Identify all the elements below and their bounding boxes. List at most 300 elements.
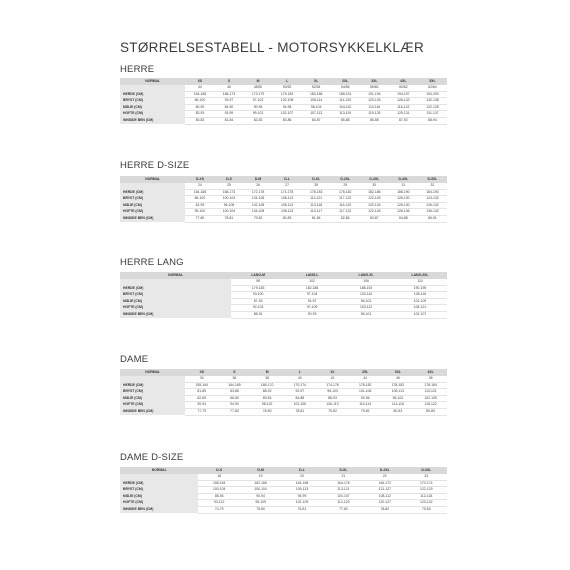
measurement-cell: 102-108 — [244, 202, 273, 209]
measurement-cell: 114-120 — [331, 98, 360, 105]
row-label: INNSIDE BEN (CM) — [120, 408, 185, 415]
size-number-cell: 106 — [339, 279, 393, 285]
measurement-cell: 79-82 — [349, 408, 382, 415]
measurement-cell: 178-184 — [414, 382, 447, 389]
measurement-cell: 83-88 — [218, 389, 251, 396]
row-label: HERDE (CM) — [120, 285, 231, 292]
measurement-cell: 103-112 — [339, 305, 393, 312]
table-header-row — [120, 369, 447, 376]
measurement-cell: 75-80 — [240, 506, 281, 513]
measurement-cell: 108-113 — [273, 202, 302, 209]
column-header-size: D-S — [198, 467, 239, 474]
row-label: MIDJE (CM) — [120, 493, 198, 500]
size-number-cell: 34 — [185, 376, 218, 382]
table-row — [120, 117, 447, 124]
table-row — [120, 285, 447, 292]
measurement-cell: 80-83 — [414, 408, 447, 415]
measurement-cell: 179-183 — [273, 91, 302, 98]
measurement-cell: 188-191 — [331, 91, 360, 98]
column-header-size: D-S — [214, 176, 243, 183]
measurement-cell: 108-113 — [273, 196, 302, 203]
measurement-cell: 94-90 — [218, 402, 251, 409]
measurement-cell: 102-106 — [283, 402, 316, 409]
column-header-size: L — [283, 369, 316, 376]
row-label: HOFTE (CM) — [120, 305, 231, 312]
measurement-cell: 96-105 — [214, 202, 243, 209]
measurement-cell: 76-81 — [281, 506, 322, 513]
measurement-cell: 164-168 — [185, 189, 214, 196]
measurement-cell: 190-195 — [393, 285, 447, 292]
measurement-cell: 174-178 — [316, 382, 349, 389]
measurement-cell: 100-104 — [198, 487, 239, 494]
table-row — [120, 382, 447, 389]
measurement-cell: 168-173 — [214, 189, 243, 196]
measurement-cell: 96-101 — [339, 311, 393, 318]
table-header-row — [120, 272, 447, 279]
column-header-size: LANG-XL — [339, 272, 393, 279]
measurement-cell: 183-188 — [302, 91, 331, 98]
measurement-cell: 164-165 — [218, 382, 251, 389]
measurement-cell: 93-99 — [214, 111, 243, 118]
measurement-cell: 132-138 — [418, 98, 447, 105]
row-label: BRYST (CM) — [120, 196, 185, 203]
column-header-size: 5XL — [418, 78, 447, 85]
row-label: MIDJE (CM) — [120, 202, 185, 209]
column-header-size: D-XL — [323, 467, 364, 474]
column-header-size: XS — [185, 369, 218, 376]
measurement-cell: 86-100 — [185, 98, 214, 105]
table-row — [120, 402, 447, 409]
size-number-cell: 102 — [285, 279, 339, 285]
table-row — [120, 487, 447, 494]
size-table-herre — [120, 78, 447, 125]
measurement-cell: 95-100 — [185, 209, 214, 216]
measurement-cell: 82-86 — [331, 215, 360, 222]
measurement-cell: 102-107 — [393, 311, 447, 318]
column-header-size: S — [218, 369, 251, 376]
size-number-cell: 30 — [360, 183, 389, 189]
row-label: HERDE (CM) — [120, 382, 185, 389]
measurement-cell: 93-97 — [214, 98, 243, 105]
measurement-cell: 126-136 — [389, 209, 418, 216]
measurement-cell: 84-88 — [283, 395, 316, 402]
measurement-cell: 162-166 — [240, 480, 281, 487]
size-number-cell: 28 — [302, 183, 331, 189]
measurement-cell: 172-178 — [244, 189, 273, 196]
measurement-cell: 84-88 — [389, 215, 418, 222]
row-label: MIDJE (CM) — [120, 395, 185, 402]
section-title-dame-d-size: DAME D-SIZE — [120, 452, 184, 463]
row-label: BRYST (CM) — [120, 389, 185, 396]
measurement-cell: 113-118 — [302, 202, 331, 209]
measurement-cell: 119-125 — [360, 111, 389, 118]
row-label: HERDE (CM) — [120, 91, 185, 98]
size-number-cell: 60/62 — [389, 85, 418, 91]
measurement-cell: 79-82 — [316, 408, 349, 415]
page-title: STØRRELSESTABELL - MOTORSYKKELKLÆR — [120, 40, 425, 55]
measurement-cell: 112-118 — [406, 493, 447, 500]
column-header-fit: NORMAL — [120, 176, 185, 183]
measurement-cell: 90-96 — [349, 395, 382, 402]
measurement-cell: 88-93 — [316, 395, 349, 402]
table-row — [120, 111, 447, 118]
measurement-cell: 82-83 — [244, 117, 273, 124]
measurement-cell: 126-130 — [389, 196, 418, 203]
table-row — [120, 506, 447, 513]
measurement-cell: 88-94 — [418, 117, 447, 124]
column-header-size: S — [214, 78, 243, 85]
measurement-cell: 96-102 — [382, 395, 415, 402]
measurement-cell: 81-85 — [185, 389, 218, 396]
measurement-cell: 78-82 — [364, 506, 405, 513]
table-row — [120, 189, 447, 196]
measurement-cell: 91-97 — [285, 298, 339, 305]
measurement-cell: 87-93 — [231, 298, 285, 305]
size-number-cell: 50/52 — [273, 85, 302, 91]
measurement-cell: 124-132 — [418, 196, 447, 203]
size-number-cell: 21 — [323, 474, 364, 480]
measurement-cell: 170-174 — [406, 480, 447, 487]
table-row — [120, 493, 447, 500]
measurement-cell: 110-114 — [349, 402, 382, 409]
measurement-cell: 95-109 — [240, 500, 281, 507]
column-header-size: D-3XL — [406, 467, 447, 474]
size-number-cell: 54/56 — [331, 85, 360, 91]
measurement-cell: 125-131 — [389, 111, 418, 118]
measurement-cell: 83-93 — [185, 111, 214, 118]
column-header-size: L — [273, 78, 302, 85]
measurement-cell: 86-91 — [418, 215, 447, 222]
measurement-cell: 194-200 — [418, 91, 447, 98]
measurement-cell: 116-122 — [389, 104, 418, 111]
table-row — [120, 202, 447, 209]
measurement-cell: 82-99 — [185, 202, 214, 209]
measurement-cell: 100-107 — [323, 493, 364, 500]
column-header-fit: NORMAL — [120, 369, 185, 376]
measurement-cell: 97-104 — [285, 292, 339, 299]
table-row — [120, 215, 447, 222]
measurement-cell: 178-182 — [382, 382, 415, 389]
table-row — [120, 104, 447, 111]
table-header-row — [120, 467, 447, 474]
row-label: HOFTE (CM) — [120, 402, 185, 409]
row-label: BRYST (CM) — [120, 292, 231, 299]
measurement-cell: 166-172 — [364, 480, 405, 487]
measurement-cell: 80-90 — [185, 104, 214, 111]
measurement-cell: 182-186 — [360, 189, 389, 196]
table-row — [120, 298, 447, 305]
section-title-herre-lang: HERRE LANG — [120, 257, 184, 268]
column-header-size: D-4XL — [389, 176, 418, 183]
measurement-cell: 78-81 — [283, 408, 316, 415]
measurement-cell: 107-113 — [302, 111, 331, 118]
size-number-cell: 29 — [331, 183, 360, 189]
measurement-cell: 155-164 — [185, 382, 218, 389]
size-number-cell: 44 — [185, 85, 214, 91]
measurement-cell: 114-118 — [382, 402, 415, 409]
row-label: BRYST (CM) — [120, 98, 185, 105]
size-number-cell: 52/54 — [302, 85, 331, 91]
measurement-cell: 121-127 — [364, 487, 405, 494]
row-label: INNSIDE BEN (CM) — [120, 311, 231, 318]
column-header-size: 3XL — [360, 78, 389, 85]
size-number-cell: 62/64 — [418, 85, 447, 91]
measurement-cell: 136-142 — [418, 209, 447, 216]
row-label: BRYST (CM) — [120, 487, 198, 494]
table-row — [120, 91, 447, 98]
size-number-cell: 98 — [231, 279, 285, 285]
measurement-cell: 78-80 — [251, 408, 284, 415]
measurement-cell: 126-132 — [389, 98, 418, 105]
measurement-cell: 113-117 — [302, 209, 331, 216]
measurement-cell: 155-164 — [198, 480, 239, 487]
size-number-cell: 19 — [240, 474, 281, 480]
column-header-size: D-2XL — [331, 176, 360, 183]
measurement-cell: 88-94 — [198, 493, 239, 500]
measurement-cell: 102-109 — [281, 500, 322, 507]
column-header-size: D-XS — [185, 176, 214, 183]
measurement-cell: 84-90 — [214, 104, 243, 111]
table-header-row — [120, 176, 447, 183]
measurement-cell: 174-178 — [273, 189, 302, 196]
measurement-cell: 164-168 — [281, 480, 322, 487]
row-label: INNSIDE BEN (CM) — [120, 215, 185, 222]
measurement-cell: 178-182 — [349, 382, 382, 389]
table-row — [120, 500, 447, 507]
measurement-cell: 131-137 — [418, 111, 447, 118]
table-row — [120, 292, 447, 299]
size-number-cell: 25 — [214, 183, 243, 189]
measurement-cell: 87-92 — [389, 117, 418, 124]
measurement-cell: 164-168 — [185, 91, 214, 98]
column-header-fit: NORMAL — [120, 467, 198, 474]
table-row — [120, 389, 447, 396]
size-number-cell: 31 — [389, 183, 418, 189]
size-number-cell: 36 — [218, 376, 251, 382]
measurement-cell: 170-174 — [283, 382, 316, 389]
size-number-cell: 40 — [283, 376, 316, 382]
measurement-cell: 99-102 — [244, 111, 273, 118]
measurement-cell: 62-69 — [185, 395, 218, 402]
measurement-cell: 84-87 — [302, 117, 331, 124]
table-row — [120, 408, 447, 415]
measurement-cell: 90-94 — [185, 402, 218, 409]
measurement-cell: 92-97 — [283, 389, 316, 396]
column-header-size: LANG-2XL — [393, 272, 447, 279]
size-number-cell: 27 — [273, 183, 302, 189]
size-number-cell: 56/60 — [360, 85, 389, 91]
column-header-size: 2XL — [331, 78, 360, 85]
size-number-cell: 110 — [393, 279, 447, 285]
column-header-size: M — [251, 369, 284, 376]
measurement-cell: 95-103 — [316, 389, 349, 396]
size-number-cell: 32 — [418, 183, 447, 189]
measurement-cell: 92-103 — [231, 305, 285, 312]
measurement-cell: 168-170 — [251, 382, 284, 389]
row-label: HOFTE (CM) — [120, 209, 185, 216]
measurement-cell: 122-129 — [406, 487, 447, 494]
measurement-cell: 178-183 — [302, 189, 331, 196]
column-header-size: LANG-L — [285, 272, 339, 279]
size-number-cell: 23 — [406, 474, 447, 480]
measurement-cell: 164-176 — [323, 480, 364, 487]
measurement-cell: 96-102 — [339, 298, 393, 305]
measurement-cell: 93-112 — [198, 500, 239, 507]
measurement-cell: 110-116 — [360, 104, 389, 111]
measurement-cell: 80-83 — [382, 408, 415, 415]
measurement-cell: 98-102 — [251, 402, 284, 409]
measurement-cell: 168-173 — [214, 91, 243, 98]
measurement-cell: 120-126 — [360, 98, 389, 105]
measurement-cell: 100-104 — [214, 196, 243, 203]
row-label: HOFTE (CM) — [120, 500, 198, 507]
measurement-cell: 80-83 — [273, 215, 302, 222]
measurement-cell: 85-88 — [331, 117, 360, 124]
measurement-cell: 103-110 — [339, 292, 393, 299]
column-header-size: D-3XL — [360, 176, 389, 183]
section-title-herre: HERRE — [120, 64, 155, 75]
row-label: HERDE (CM) — [120, 189, 185, 196]
size-number-cell: 26 — [244, 183, 273, 189]
size-number-cell: 22 — [364, 474, 405, 480]
measurement-cell: 108-113 — [273, 209, 302, 216]
measurement-cell: 74-79 — [198, 506, 239, 513]
measurement-cell: 126-130 — [389, 202, 418, 209]
measurement-cell: 108-112 — [364, 493, 405, 500]
size-table-dame — [120, 369, 447, 416]
measurement-cell: 113-121 — [323, 487, 364, 494]
measurement-cell: 122-126 — [360, 196, 389, 203]
column-header-size: D-M — [244, 176, 273, 183]
size-number-cell: 38 — [251, 376, 284, 382]
measurement-cell: 106-113 — [382, 389, 415, 396]
measurement-cell: 66-69 — [218, 395, 251, 402]
column-header-size: M — [244, 78, 273, 85]
table-row — [120, 305, 447, 312]
column-header-size: 4XL — [414, 369, 447, 376]
table-row — [120, 311, 447, 318]
row-label: INNSIDE BEN (CM) — [120, 117, 185, 124]
measurement-cell: 93-100 — [231, 292, 285, 299]
size-number-cell: 46 — [382, 376, 415, 382]
measurement-cell: 106-110 — [316, 402, 349, 409]
measurement-cell: 97-102 — [244, 98, 273, 105]
measurement-cell: 117-122 — [331, 209, 360, 216]
measurement-cell: 100-104 — [214, 209, 243, 216]
measurement-cell: 182-188 — [285, 285, 339, 292]
measurement-cell: 173-179 — [244, 91, 273, 98]
measurement-cell: 194-197 — [389, 91, 418, 98]
size-table-herre-d-size — [120, 176, 447, 223]
measurement-cell: 113-121 — [302, 196, 331, 203]
measurement-cell: 81-84 — [302, 215, 331, 222]
measurement-cell: 123-142 — [406, 500, 447, 507]
measurement-cell: 90-93 — [285, 311, 339, 318]
measurement-cell: 81-84 — [214, 117, 243, 124]
size-number-cell: 46 — [214, 85, 243, 91]
row-label: MIDJE (CM) — [120, 298, 231, 305]
measurement-cell: 184-190 — [418, 189, 447, 196]
column-header-size: D-L — [281, 467, 322, 474]
measurement-cell: 179-183 — [231, 285, 285, 292]
measurement-cell: 77-80 — [218, 408, 251, 415]
measurement-cell: 108-116 — [393, 292, 447, 299]
measurement-cell: 120-126 — [360, 202, 389, 209]
measurement-cell: 98-104 — [302, 104, 331, 111]
measurement-cell: 86-100 — [185, 196, 214, 203]
measurement-cell: 69-84 — [251, 395, 284, 402]
measurement-cell: 102-107 — [273, 111, 302, 118]
measurement-cell: 80-83 — [185, 117, 214, 124]
size-number-cell: 44 — [349, 376, 382, 382]
measurement-cell: 112-129 — [323, 500, 364, 507]
table-row — [120, 98, 447, 105]
size-number-cell: 20 — [281, 474, 322, 480]
column-header-size: D-5XL — [418, 176, 447, 183]
measurement-cell: 90-94 — [244, 104, 273, 111]
measurement-cell: 101-106 — [349, 389, 382, 396]
column-header-size: XL — [302, 78, 331, 85]
measurement-cell: 122-128 — [418, 104, 447, 111]
row-label: HOFTE (CM) — [120, 111, 185, 118]
table-row — [120, 209, 447, 216]
measurement-cell: 97-109 — [285, 305, 339, 312]
column-header-size: LANG-M — [231, 272, 285, 279]
measurement-cell: 113-119 — [331, 111, 360, 118]
table-header-row — [120, 78, 447, 85]
size-table-herre-lang — [120, 272, 447, 319]
measurement-cell: 88-91 — [231, 311, 285, 318]
table-row — [120, 395, 447, 402]
measurement-cell: 118-122 — [414, 402, 447, 409]
size-number-cell: 24 — [185, 183, 214, 189]
measurement-cell: 102-109 — [414, 395, 447, 402]
row-label: INNSIDE BEN (CM) — [120, 506, 198, 513]
column-header-size: 2XL — [349, 369, 382, 376]
column-header-size: XL — [316, 369, 349, 376]
measurement-cell: 104-108 — [244, 209, 273, 216]
measurement-cell: 79-82 — [244, 215, 273, 222]
section-title-herre-d-size: HERRE D-SIZE — [120, 160, 190, 171]
size-number-cell: 42 — [316, 376, 349, 382]
measurement-cell: 186-190 — [389, 189, 418, 196]
measurement-cell: 100-104 — [240, 487, 281, 494]
measurement-cell: 116-120 — [331, 202, 360, 209]
measurement-cell: 120-127 — [364, 500, 405, 507]
column-header-size: 4XL — [389, 78, 418, 85]
measurement-cell: 78-81 — [214, 215, 243, 222]
column-header-size: D-M — [240, 467, 281, 474]
measurement-cell: 102-108 — [273, 98, 302, 105]
measurement-cell: 90-94 — [240, 493, 281, 500]
column-header-size: D-L — [273, 176, 302, 183]
row-label: MIDJE (CM) — [120, 104, 185, 111]
measurement-cell: 94-99 — [281, 493, 322, 500]
measurement-cell: 77-82 — [323, 506, 364, 513]
size-number-cell: 48/50 — [244, 85, 273, 91]
column-header-fit: NORMAL — [120, 78, 185, 85]
row-label: HERDE (CM) — [120, 480, 198, 487]
measurement-cell: 126-132 — [418, 202, 447, 209]
measurement-cell: 77-79 — [185, 408, 218, 415]
column-header-fit: NORMAL — [120, 272, 231, 279]
measurement-cell: 83-86 — [273, 117, 302, 124]
measurement-cell: 104-110 — [331, 104, 360, 111]
measurement-cell: 79-83 — [406, 506, 447, 513]
column-header-size: D-XL — [302, 176, 331, 183]
column-header-size: D-2XL — [364, 467, 405, 474]
column-header-size: 3XL — [382, 369, 415, 376]
